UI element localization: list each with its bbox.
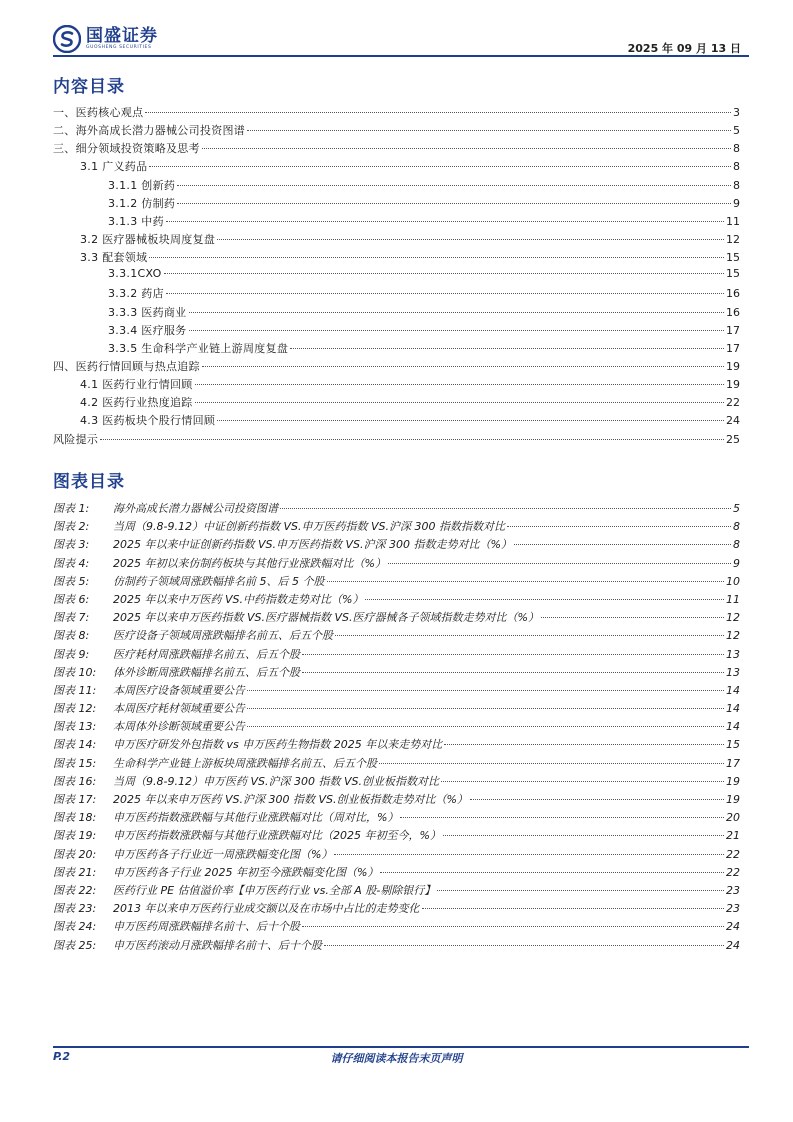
figure-entry-number: 图表 24:	[53, 920, 97, 934]
dot-leader	[195, 384, 724, 385]
figure-entry-title: 申万医药周涨跌幅排名前十、后十个股	[113, 920, 300, 934]
figure-entry-title: 申万医药各子行业 2025 年初至今涨跌幅变化图（%）	[113, 865, 379, 879]
figure-entry[interactable]	[53, 809, 740, 827]
toc-entry-title: 3.3.5 生命科学产业链上游周度复盘	[108, 341, 289, 355]
dot-leader	[290, 348, 724, 349]
dot-leader	[470, 799, 724, 800]
dot-leader	[422, 908, 725, 909]
toc-title: 内容目录	[53, 77, 125, 97]
figure-entry-title: 医疗设备子领域周涨跌幅排名前五、后五个股	[113, 629, 333, 643]
figure-entry-page: 12	[726, 629, 740, 643]
figure-entry[interactable]	[53, 718, 740, 736]
figure-entry-title: 申万医药指数涨跌幅与其他行业涨跌幅对比（周对比，%）	[113, 811, 399, 825]
dot-leader	[166, 221, 724, 222]
toc-entry[interactable]	[53, 340, 740, 358]
figure-entry-number: 图表 1:	[53, 502, 90, 515]
dot-leader	[202, 148, 731, 149]
disclaimer-note: 请仔细阅读本报告末页声明	[330, 1052, 463, 1065]
dot-leader	[327, 581, 725, 582]
toc-entry[interactable]	[53, 104, 740, 122]
toc-entry-page: 8	[733, 160, 740, 174]
toc-entry-page: 5	[733, 124, 740, 138]
dot-leader	[335, 635, 724, 636]
toc-entry-title: 二、海外高成长潜力器械公司投资图谱	[53, 124, 246, 138]
figure-entry-title: 本周体外诊断领域重要公告	[113, 720, 245, 734]
toc-entry-title: 3.1.1 创新药	[108, 178, 176, 192]
figure-entry-number: 图表 19:	[53, 829, 97, 843]
header-divider	[53, 55, 749, 57]
figure-entry-page: 22	[726, 847, 740, 861]
toc-entry[interactable]	[53, 158, 740, 176]
figure-entry-title: 2025 年以来申万医药 VS.沪深 300 指数 VS.创业板指数走势对比（%）	[113, 793, 468, 806]
toc-entry-page: 16	[726, 305, 740, 319]
toc-entry[interactable]	[53, 431, 740, 449]
figure-entry-title: 申万医药滚动月涨跌幅排名前十、后十个股	[113, 938, 322, 952]
figure-entry-title: 生命科学产业链上游板块周涨跌幅排名前五、后五个股	[113, 756, 377, 770]
dot-leader	[379, 763, 724, 764]
figure-entry-number: 图表 5:	[53, 574, 90, 588]
toc-entry-page: 19	[726, 378, 740, 392]
dot-leader	[195, 402, 724, 403]
figure-entry-number: 图表 9:	[53, 647, 90, 661]
toc-entry[interactable]	[53, 231, 740, 249]
figure-entry-title: 申万医药各子行业近一周涨跌幅变化图（%）	[113, 847, 333, 861]
figure-entry[interactable]	[53, 755, 740, 773]
toc-entry[interactable]	[53, 412, 740, 430]
figure-entry-page: 14	[726, 702, 740, 716]
toc-entry-title: 3.2 医疗器械板块周度复盘	[80, 232, 216, 246]
figure-entry-page: 8	[733, 538, 740, 552]
figure-entry-title: 海外高成长潜力器械公司投资图谱	[113, 502, 278, 515]
figure-entry[interactable]	[53, 518, 740, 536]
toc-entry-title: 4.3 医药板块个股行情回顾	[80, 414, 216, 428]
figure-entry-page: 19	[726, 793, 740, 806]
figure-entry-title: 2025 年初以来仿制药板块与其他行业涨跌幅对比（%）	[113, 556, 386, 570]
figure-entry-page: 10	[726, 574, 740, 588]
toc-entry-page: 19	[726, 359, 740, 373]
figure-entry-number: 图表 10:	[53, 665, 97, 679]
figure-entry-title: 2025 年以来中万医药 VS.中药指数走势对比（%）	[113, 592, 364, 606]
toc-entry-title: 三、细分领域投资策略及思考	[53, 142, 200, 156]
logo-english-name: GUOSHENG SECURITIES	[86, 45, 152, 50]
figure-entry-page: 12	[726, 611, 740, 625]
toc-entry-title: 3.3.2 药店	[108, 287, 164, 301]
figure-entry[interactable]	[53, 900, 740, 918]
figure-entry[interactable]	[53, 827, 740, 845]
toc-entry[interactable]	[53, 213, 740, 231]
figure-entry[interactable]	[53, 573, 740, 591]
figure-entry-number: 图表 3:	[53, 538, 90, 552]
table-of-contents	[53, 104, 740, 449]
figure-entry-page: 5	[733, 502, 740, 515]
figure-entry-page: 23	[726, 883, 740, 897]
figure-entry-title: 本周医疗设备领域重要公告	[113, 683, 245, 697]
toc-entry-title: 3.1 广义药品	[80, 160, 148, 174]
figure-entry-number: 图表 15:	[53, 756, 97, 770]
figure-entry-page: 21	[726, 829, 740, 843]
figure-entry[interactable]	[53, 864, 740, 882]
figure-entry-title: 医药行业 PE 估值溢价率【申万医药行业 vs.全部 A 股-剔除银行】	[113, 883, 436, 897]
figure-entry-title: 当周（9.8-9.12）申万医药 VS.沪深 300 指数 VS.创业板指数对比	[113, 774, 439, 788]
figure-entry[interactable]	[53, 773, 740, 791]
footer-divider	[53, 1046, 749, 1048]
toc-entry-title: 4.2 医药行业热度追踪	[80, 396, 193, 410]
toc-entry-title: 4.1 医药行业行情回顾	[80, 378, 193, 392]
figure-entry-title: 医疗耗材周涨跌幅排名前五、后五个股	[113, 647, 300, 661]
figure-entry[interactable]	[53, 882, 740, 900]
toc-entry-page: 24	[726, 414, 740, 428]
figure-entry-number: 图表 12:	[53, 702, 97, 716]
figure-entry-number: 图表 18:	[53, 811, 97, 825]
figure-entry-page: 20	[726, 811, 740, 825]
toc-entry-page: 11	[726, 214, 740, 228]
dot-leader	[149, 257, 724, 258]
toc-entry-page: 12	[726, 232, 740, 246]
dot-leader	[247, 708, 724, 709]
dot-leader	[247, 690, 724, 691]
figure-entry-number: 图表 20:	[53, 847, 97, 861]
company-logo	[53, 24, 158, 54]
toc-entry-title: 3.3.3 医药商业	[108, 305, 187, 319]
figure-entry-number: 图表 17:	[53, 793, 97, 806]
figure-entry[interactable]	[53, 937, 740, 955]
toc-entry[interactable]	[53, 358, 740, 376]
dot-leader	[437, 890, 724, 891]
dot-leader	[280, 508, 731, 509]
dot-leader	[217, 420, 724, 421]
toc-entry[interactable]	[53, 304, 740, 322]
figure-entry[interactable]	[53, 500, 740, 518]
toc-entry[interactable]	[53, 140, 740, 158]
figure-entry-number: 图表 7:	[53, 611, 90, 625]
toc-entry-title: 3.1.3 中药	[108, 214, 164, 228]
toc-entry-page: 8	[733, 142, 740, 156]
dot-leader	[507, 526, 731, 527]
figure-entry-number: 图表 6:	[53, 592, 90, 606]
dot-leader	[247, 130, 731, 131]
figure-entry-page: 24	[726, 938, 740, 952]
dot-leader	[441, 781, 724, 782]
figure-entry-number: 图表 13:	[53, 720, 97, 734]
toc-entry-title: 风险提示	[53, 432, 99, 446]
figure-entry-number: 图表 22:	[53, 883, 97, 897]
figure-entry[interactable]	[53, 609, 740, 627]
page-number: P.2	[53, 1050, 71, 1063]
toc-entry-page: 17	[726, 323, 740, 337]
figure-entry-title: 当周（9.8-9.12）中证创新药指数 VS.申万医药指数 VS.沪深 300 指数指数对比	[113, 520, 505, 534]
figure-entry-page: 8	[733, 520, 740, 534]
toc-entry[interactable]	[53, 122, 740, 140]
dot-leader	[202, 366, 724, 367]
dot-leader	[177, 203, 731, 204]
toc-entry[interactable]	[53, 177, 740, 195]
toc-entry[interactable]	[53, 195, 740, 213]
figure-entry-number: 图表 2:	[53, 520, 90, 534]
figure-entry-page: 14	[726, 720, 740, 734]
figure-entry-number: 图表 23:	[53, 902, 97, 916]
toc-entry[interactable]	[53, 376, 740, 394]
figure-entry[interactable]	[53, 791, 740, 809]
figure-list	[53, 500, 740, 955]
toc-entry-page: 15	[726, 251, 740, 265]
toc-entry[interactable]	[53, 285, 740, 303]
figure-entry[interactable]	[53, 536, 740, 554]
figure-entry[interactable]	[53, 918, 740, 936]
toc-entry-title: 3.3.4 医疗服务	[108, 323, 187, 337]
figure-entry-page: 24	[726, 920, 740, 934]
figure-entry-page: 19	[726, 774, 740, 788]
toc-entry-page: 16	[726, 287, 740, 301]
dot-leader	[189, 330, 725, 331]
dot-leader	[302, 654, 724, 655]
figure-entry[interactable]	[53, 664, 740, 682]
figure-entry-page: 23	[726, 902, 740, 916]
dot-leader	[166, 293, 724, 294]
figure-entry-page: 13	[726, 647, 740, 661]
dot-leader	[177, 185, 731, 186]
toc-entry-page: 3	[733, 106, 740, 119]
dot-leader	[334, 854, 724, 855]
toc-entry[interactable]	[53, 267, 740, 285]
figure-entry-number: 图表 25:	[53, 938, 97, 952]
figure-entry-page: 13	[726, 665, 740, 679]
toc-entry[interactable]	[53, 322, 740, 340]
figure-entry-title: 仿制药子领域周涨跌幅排名前 5、后 5 个股	[113, 574, 325, 588]
figure-entry-page: 22	[726, 865, 740, 879]
figure-list-title: 图表目录	[53, 472, 125, 492]
dot-leader	[514, 544, 731, 545]
figure-entry-title: 本周医疗耗材领域重要公告	[113, 702, 245, 716]
toc-entry-title: 四、医药行情回顾与热点追踪	[53, 359, 200, 373]
figure-entry[interactable]	[53, 627, 740, 645]
figure-entry-page: 14	[726, 683, 740, 697]
toc-entry[interactable]	[53, 249, 740, 267]
dot-leader	[247, 726, 724, 727]
dot-leader	[443, 835, 724, 836]
dot-leader	[100, 439, 724, 440]
toc-entry-page: 17	[726, 341, 740, 355]
guosheng-logo-icon	[53, 25, 81, 53]
figure-entry-number: 图表 8:	[53, 629, 90, 643]
figure-entry[interactable]	[53, 646, 740, 664]
figure-entry[interactable]	[53, 591, 740, 609]
figure-entry-number: 图表 14:	[53, 738, 97, 752]
dot-leader	[149, 166, 731, 167]
dot-leader	[145, 112, 731, 113]
toc-entry-page: 25	[726, 432, 740, 446]
toc-entry-title: 3.3 配套领域	[80, 251, 148, 265]
dot-leader	[388, 563, 731, 564]
dot-leader	[189, 312, 725, 313]
figure-entry-title: 体外诊断周涨跌幅排名前五、后五个股	[113, 665, 300, 679]
toc-entry-title: 3.1.2 仿制药	[108, 196, 176, 210]
figure-entry-number: 图表 11:	[53, 683, 97, 697]
logo-chinese-name: 国盛证券	[86, 26, 158, 46]
toc-entry-page: 9	[733, 196, 740, 210]
page-header	[53, 22, 749, 56]
dot-leader	[365, 599, 724, 600]
figure-entry-number: 图表 4:	[53, 556, 90, 570]
toc-entry-page: 8	[733, 178, 740, 192]
figure-entry-page: 15	[726, 738, 740, 752]
dot-leader	[217, 239, 724, 240]
figure-entry-title: 申万医疗研发外包指数 vs 申万医药生物指数 2025 年以来走势对比	[113, 738, 443, 752]
figure-entry-page: 11	[726, 592, 740, 606]
dot-leader	[164, 273, 724, 274]
toc-entry-page: 15	[726, 267, 740, 281]
dot-leader	[400, 817, 724, 818]
dot-leader	[302, 672, 724, 673]
dot-leader	[444, 744, 724, 745]
dot-leader	[302, 926, 724, 927]
toc-entry-title: 一、医药核心观点	[53, 106, 144, 119]
toc-entry[interactable]	[53, 394, 740, 412]
report-date: 2025 年 09 月 13 日	[627, 42, 741, 55]
dot-leader	[380, 872, 724, 873]
toc-entry-title: 3.3.1CXO	[108, 267, 162, 281]
figure-entry-number: 图表 21:	[53, 865, 97, 879]
figure-entry[interactable]	[53, 700, 740, 718]
toc-entry-page: 22	[726, 396, 740, 410]
figure-entry-number: 图表 16:	[53, 774, 97, 788]
figure-entry-title: 2025 年以来申万医药指数 VS.医疗器械指数 VS.医疗器械各子领域指数走势对比（%）	[113, 611, 539, 625]
dot-leader	[324, 945, 724, 946]
figure-entry-title: 申万医药指数涨跌幅与其他行业涨跌幅对比（2025 年初至今，%）	[113, 829, 441, 843]
figure-entry-title: 2025 年以来中证创新药指数 VS.申万医药指数 VS.沪深 300 指数走势对比（%）	[113, 538, 512, 552]
figure-entry[interactable]	[53, 555, 740, 573]
figure-entry-page: 9	[733, 556, 740, 570]
figure-entry[interactable]	[53, 736, 740, 754]
figure-entry[interactable]	[53, 846, 740, 864]
figure-entry[interactable]	[53, 682, 740, 700]
figure-entry-page: 17	[726, 756, 740, 770]
dot-leader	[541, 617, 724, 618]
figure-entry-title: 2013 年以来申万医药行业成交额以及在市场中占比的走势变化	[113, 902, 420, 916]
